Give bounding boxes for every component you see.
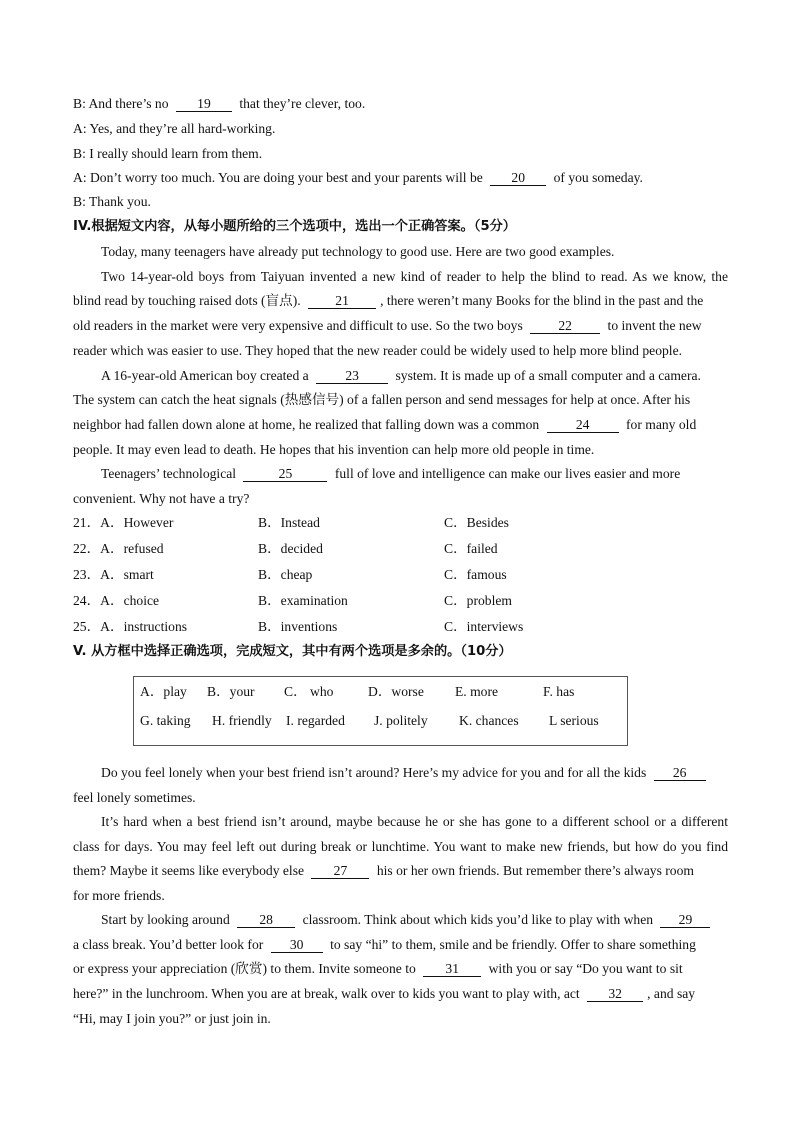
option-21-b[interactable]: B．Instead (258, 515, 320, 530)
paragraph-text: for many old (626, 417, 697, 432)
dialogue-text: that they’re clever, too. (239, 96, 366, 111)
paragraph-line: reader which was easier to use. They hoped that the new reader could be widely used to help more blind people. (73, 343, 682, 358)
blank-20[interactable]: 20 (490, 171, 546, 186)
section-5-heading: V. 从方框中选择正确选项，完成短文，其中有两个选项是多余的。（10分） (73, 644, 512, 659)
paragraph-text: with you or say “Do you want to sit (488, 961, 683, 976)
blank-30[interactable]: 30 (271, 938, 323, 953)
option-23-c[interactable]: C．famous (444, 567, 507, 582)
paragraph-text: A 16-year-old American boy created a (101, 368, 309, 383)
option-24-b[interactable]: B．examination (258, 593, 348, 608)
option-21-c[interactable]: C．Besides (444, 515, 509, 530)
paragraph-line-25 (101, 465, 728, 483)
option-25-c[interactable]: C．interviews (444, 619, 524, 634)
word-bank-option: D．worse (368, 684, 424, 699)
dialogue-line: B: Thank you. (73, 194, 151, 209)
blank-25[interactable]: 25 (243, 467, 327, 482)
paragraph-text: system. It is made up of a small computer and a camera. (395, 368, 701, 383)
paragraph-text: or express your appreciation (欣赏) to them. Invite someone to (73, 961, 416, 976)
paragraph-line-28-29 (101, 911, 728, 929)
option-23-a[interactable]: 23．A．smart (73, 567, 154, 582)
paragraph-line-21 (73, 292, 728, 310)
paragraph-text: full of love and intelligence can make our lives easier and more (334, 466, 681, 481)
paragraph-line: The system can catch the heat signals (热感信号) of a fallen person and send messages for help at once. After his (73, 392, 691, 407)
paragraph-text: to say “hi” to them, smile and be friendly. Offer to share something (330, 937, 696, 952)
blank-32[interactable]: 32 (587, 987, 643, 1002)
word-bank-option: J. politely (374, 713, 428, 728)
paragraph-line-31 (73, 960, 728, 978)
blank-24[interactable]: 24 (547, 418, 619, 433)
paragraph-text: his or her own friends. But remember there’s always room (376, 863, 694, 878)
word-bank-option: K. chances (459, 713, 519, 728)
option-23-b[interactable]: B．cheap (258, 567, 313, 582)
paragraph-line: class for days. You may feel left out during break or lunchtime. You want to make new friends, but how do you find (73, 839, 728, 854)
word-bank-option: B．your (207, 684, 255, 699)
option-22-a[interactable]: 22．A．refused (73, 541, 164, 556)
option-21-a[interactable]: 21．A．However (73, 515, 174, 530)
dialogue-text: B: And there’s no (73, 96, 169, 111)
dialogue-line: B: I really should learn from them. (73, 146, 263, 161)
paragraph-text: old readers in the market were very expensive and difficult to use. So the two boys (73, 318, 523, 333)
paragraph-line-22 (73, 317, 728, 335)
paragraph-line: Two 14-year-old boys from Taiyuan invented a new kind of reader to help the blind to read. As we know, the (101, 269, 728, 284)
paragraph-text: Start by looking around (101, 912, 230, 927)
paragraph-line-23 (101, 367, 728, 385)
paragraph-line: Today, many teenagers have already put technology to good use. Here are two good examples. (101, 244, 615, 259)
dialogue-text: of you someday. (553, 170, 643, 185)
word-bank-option: I. regarded (286, 713, 345, 728)
paragraph-line-30 (73, 936, 728, 954)
blank-26[interactable]: 26 (654, 766, 706, 781)
paragraph-text: a class break. You’d better look for (73, 937, 264, 952)
paragraph-line: convenient. Why not have a try? (73, 491, 250, 506)
blank-23[interactable]: 23 (316, 369, 388, 384)
word-bank-option: C． who (284, 684, 334, 699)
option-22-c[interactable]: C．failed (444, 541, 498, 556)
option-24-a[interactable]: 24．A．choice (73, 593, 160, 608)
blank-31[interactable]: 31 (423, 962, 481, 977)
dialogue-line-19 (73, 95, 728, 113)
paragraph-line: “Hi, may I join you?” or just join in. (73, 1011, 271, 1026)
dialogue-line-20 (73, 169, 728, 187)
paragraph-text: , and say (647, 986, 696, 1001)
paragraph-line-24 (73, 416, 728, 434)
dialogue-line: A: Yes, and they’re all hard-working. (73, 121, 276, 136)
option-25-a[interactable]: 25．A．instructions (73, 619, 188, 634)
paragraph-line: people. It may even lead to death. He hopes that his invention can help more old people in time. (73, 442, 595, 457)
blank-21[interactable]: 21 (308, 294, 376, 309)
paragraph-text: here?” in the lunchroom. When you are at break, walk over to kids you want to play with, act (73, 986, 580, 1001)
paragraph-line-32 (73, 985, 728, 1003)
blank-29[interactable]: 29 (660, 913, 710, 928)
blank-19[interactable]: 19 (176, 97, 232, 112)
option-22-b[interactable]: B．decided (258, 541, 323, 556)
paragraph-line: It’s hard when a best friend isn’t around, maybe because he or she has gone to a different school or a different (101, 814, 728, 829)
word-bank-option: A．play (140, 684, 187, 699)
option-25-b[interactable]: B．inventions (258, 619, 338, 634)
paragraph-line: feel lonely sometimes. (73, 790, 196, 805)
word-bank-box (133, 676, 628, 746)
paragraph-text: them? Maybe it seems like everybody else (73, 863, 305, 878)
paragraph-text: , there weren’t many Books for the blind in the past and the (380, 293, 704, 308)
option-24-c[interactable]: C．problem (444, 593, 512, 608)
blank-28[interactable]: 28 (237, 913, 295, 928)
paragraph-line-27 (73, 862, 728, 880)
paragraph-line-26 (101, 764, 728, 782)
paragraph-text: Teenagers’ technological (101, 466, 237, 481)
paragraph-text: Do you feel lonely when your best friend isn’t around? Here’s my advice for you and for all the kids (101, 765, 647, 780)
word-bank-option: L serious (549, 713, 599, 728)
word-bank-option: E. more (455, 684, 499, 699)
section-4-heading: IV.根据短文内容，从每小题所给的三个选项中，选出一个正确答案。（5分） (73, 219, 516, 234)
word-bank-option: G. taking (140, 713, 191, 728)
paragraph-line: for more friends. (73, 888, 165, 903)
dialogue-text: A: Don’t worry too much. You are doing your best and your parents will be (73, 170, 483, 185)
paragraph-text: to invent the new (607, 318, 702, 333)
paragraph-text: neighbor had fallen down alone at home, he realized that falling down was a common (73, 417, 540, 432)
word-bank-option: F. has (543, 684, 575, 699)
blank-22[interactable]: 22 (530, 319, 600, 334)
blank-27[interactable]: 27 (311, 864, 369, 879)
paragraph-text: classroom. Think about which kids you’d like to play with when (302, 912, 654, 927)
paragraph-text: blind read by touching raised dots (盲点). (73, 293, 301, 308)
word-bank-option: H. friendly (212, 713, 272, 728)
